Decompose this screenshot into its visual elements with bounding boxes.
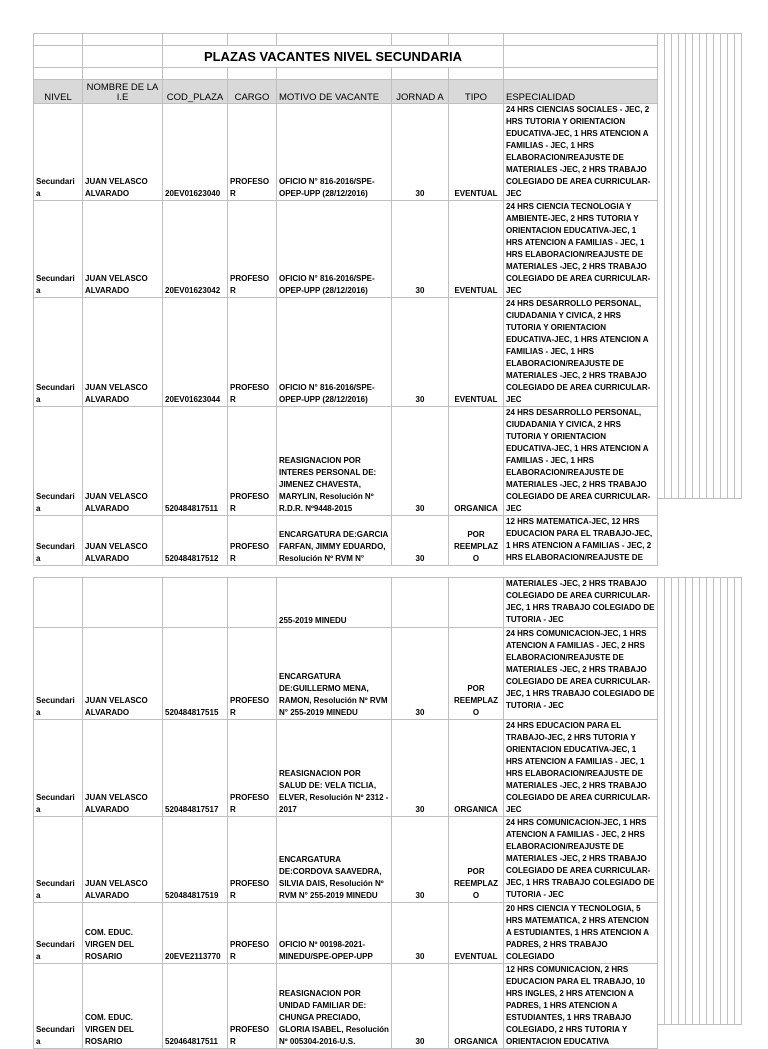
cell-tipo: EVENTUAL [449, 298, 504, 407]
blank-row [34, 34, 658, 46]
cell-especialidad: 24 HRS COMUNICACION-JEC, 1 HRS ATENCION A FAMILIAS - JEC, 2 HRS ELABORACION/REAJUSTE DE MATERIALES -JEC, 2 HRS TRABAJO COLEGIADO DE AREA CURRICULAR-JEC, 1 HRS TRABAJO COLEGIADO DE TUTORIA - JEC [504, 628, 658, 720]
cell-tipo: ORGANICA [449, 720, 504, 817]
cell-cod: 520484817512 [163, 516, 228, 566]
table-row [34, 817, 658, 903]
table-row [34, 720, 658, 817]
cell-motivo: REASIGNACION POR INTERES PERSONAL DE: JIMENEZ CHAVESTA, MARYLIN, Resolución Nº R.D.R. Nº9448-2015 [277, 407, 392, 516]
cell-cod: 20EV01623044 [163, 298, 228, 407]
cell-nivel: Secundari a [34, 298, 83, 407]
cell-nivel: Secundari a [34, 964, 83, 1049]
cell-nombre: COM. EDUC. VIRGEN DEL ROSARIO [83, 903, 163, 964]
table-row [34, 298, 658, 407]
vacancies-table-page-2 [33, 577, 658, 1049]
cell-motivo: OFICIO Nº 00198-2021-MINEDU/SPE-OPEP-UPP [277, 903, 392, 964]
cell-jornada: 30 [392, 407, 449, 516]
cell-jornada: 30 [392, 104, 449, 201]
cell-cod: 520484817519 [163, 817, 228, 903]
cell-cod: 520464817511 [163, 964, 228, 1049]
table-row [34, 578, 658, 628]
page-title: PLAZAS VACANTES NIVEL SECUNDARIA [163, 46, 504, 68]
cell-motivo: REASIGNACION POR UNIDAD FAMILIAR DE: CHUNGA PRECIADO, GLORIA ISABEL, Resolución Nº 005304-2016-U.S. [277, 964, 392, 1049]
cell-tipo [449, 578, 504, 628]
cell-nombre: JUAN VELASCO ALVARADO [83, 201, 163, 298]
header-motivo: MOTIVO DE VACANTE [277, 80, 392, 104]
cell-tipo: POR REEMPLAZO [449, 628, 504, 720]
cell-especialidad: 24 HRS COMUNICACION-JEC, 1 HRS ATENCION A FAMILIAS - JEC, 2 HRS ELABORACION/REAJUSTE DE MATERIALES -JEC, 2 HRS TRABAJO COLEGIADO DE AREA CURRICULAR-JEC, 1 HRS TRABAJO COLEGIADO DE TUTORIA - JEC [504, 817, 658, 903]
cell-nivel: Secundari a [34, 628, 83, 720]
cell-jornada: 30 [392, 903, 449, 964]
empty-grid-columns [657, 577, 742, 1025]
cell-jornada: 30 [392, 628, 449, 720]
cell-cargo [228, 578, 277, 628]
cell-motivo: OFICIO N° 816-2016/SPE-OPEP-UPP (28/12/2016) [277, 298, 392, 407]
empty-grid-columns [657, 33, 742, 499]
cell-motivo: ENCARGATURA DE:GARCIA FARFAN, JIMMY EDUARDO, Resolución Nº RVM N° [277, 516, 392, 566]
header-especialidad: ESPECIALIDAD [504, 80, 658, 104]
table-row [34, 104, 658, 201]
cell-nivel [34, 578, 83, 628]
cell-cod: 20EVE2113770 [163, 903, 228, 964]
cell-especialidad: 20 HRS CIENCIA Y TECNOLOGIA, 5 HRS MATEMATICA, 2 HRS ATENCION A ESTUDIANTES, 1 HRS ATENCION A PADRES, 2 HRS TRABAJO COLEGIADO [504, 903, 658, 964]
header-nombre: NOMBRE DE LA I.E [83, 80, 163, 104]
cell-especialidad: MATERIALES -JEC, 2 HRS TRABAJO COLEGIADO DE AREA CURRICULAR-JEC, 1 HRS TRABAJO COLEGIADO DE TUTORIA - JEC [504, 578, 658, 628]
cell-nivel: Secundari a [34, 720, 83, 817]
cell-nivel: Secundari a [34, 817, 83, 903]
cell-especialidad: 24 HRS DESARROLLO PERSONAL, CIUDADANIA Y CIVICA, 2 HRS TUTORIA Y ORIENTACION EDUCATIVA-JEC, 1 HRS ATENCION A FAMILIAS - JEC, 1 HRS ELABORACION/REAJUSTE DE MATERIALES -JEC, 2 HRS TRABAJO COLEGIADO DE AREA CURRICULAR-JEC [504, 298, 658, 407]
vacancies-table-page-1 [33, 33, 658, 566]
cell-nombre: JUAN VELASCO ALVARADO [83, 720, 163, 817]
cell-especialidad: 24 HRS CIENCIAS SOCIALES - JEC, 2 HRS TUTORIA Y ORIENTACION EDUCATIVA-JEC, 1 HRS ATENCION A FAMILIAS - JEC, 1 HRS ELABORACION/REAJUSTE DE MATERIALES -JEC, 2 HRS TRABAJO COLEGIADO DE AREA CURRICULAR-JEC [504, 104, 658, 201]
cell-nivel: Secundari a [34, 104, 83, 201]
cell-tipo: ORGANICA [449, 964, 504, 1049]
cell-cargo: PROFESOR [228, 104, 277, 201]
cell-especialidad: 24 HRS CIENCIA TECNOLOGIA Y AMBIENTE-JEC, 2 HRS TUTORIA Y ORIENTACION EDUCATIVA-JEC, 1 HRS ATENCION A FAMILIAS - JEC, 1 HRS ELABORACION/REAJUSTE DE MATERIALES -JEC, 2 HRS TRABAJO COLEGIADO DE AREA CURRICULAR-JEC [504, 201, 658, 298]
cell-cargo: PROFESOR [228, 628, 277, 720]
cell-jornada: 30 [392, 720, 449, 817]
cell-especialidad: 12 HRS COMUNICACION, 2 HRS EDUCACION PARA EL TRABAJO, 10 HRS INGLES, 2 HRS ATENCION A PADRES, 1 HRS ATENCION A ESTUDIANTES, 1 HRS TRABAJO COLEGIADO, 2 HRS TUTORIA Y ORIENTACION EDUCATIVA [504, 964, 658, 1049]
cell-nombre: JUAN VELASCO ALVARADO [83, 628, 163, 720]
cell-jornada: 30 [392, 298, 449, 407]
cell-motivo: OFICIO N° 816-2016/SPE-OPEP-UPP (28/12/2016) [277, 104, 392, 201]
cell-cargo: PROFESOR [228, 720, 277, 817]
cell-motivo: REASIGNACION POR SALUD DE: VELA TICLIA, ELVER, Resolución Nº 2312 - 2017 [277, 720, 392, 817]
header-cargo: CARGO [228, 80, 277, 104]
table-row [34, 964, 658, 1049]
cell-tipo: EVENTUAL [449, 201, 504, 298]
cell-especialidad: 24 HRS DESARROLLO PERSONAL, CIUDADANIA Y CIVICA, 2 HRS TUTORIA Y ORIENTACION EDUCATIVA-JEC, 1 HRS ATENCION A FAMILIAS - JEC, 1 HRS ELABORACION/REAJUSTE DE MATERIALES -JEC, 2 HRS TRABAJO COLEGIADO DE AREA CURRICULAR-JEC [504, 407, 658, 516]
cell-nombre: COM. EDUC. VIRGEN DEL ROSARIO [83, 964, 163, 1049]
cell-jornada: 30 [392, 201, 449, 298]
header-nivel: NIVEL [34, 80, 83, 104]
header-tipo: TIPO [449, 80, 504, 104]
table-row [34, 516, 658, 566]
cell-motivo: OFICIO N° 816-2016/SPE-OPEP-UPP (28/12/2016) [277, 201, 392, 298]
cell-especialidad: 24 HRS EDUCACION PARA EL TRABAJO-JEC, 2 HRS TUTORIA Y ORIENTACION EDUCATIVA-JEC, 1 HRS ATENCION A FAMILIAS - JEC, 1 HRS ELABORACION/REAJUSTE DE MATERIALES -JEC, 2 HRS TRABAJO COLEGIADO DE AREA CURRICULAR-JEC [504, 720, 658, 817]
cell-jornada [392, 578, 449, 628]
cell-cargo: PROFESOR [228, 201, 277, 298]
header-jornada: JORNAD A [392, 80, 449, 104]
cell-nombre: JUAN VELASCO ALVARADO [83, 817, 163, 903]
cell-cargo: PROFESOR [228, 407, 277, 516]
cell-nivel: Secundari a [34, 903, 83, 964]
cell-cod: 520484817511 [163, 407, 228, 516]
cell-cod [163, 578, 228, 628]
cell-jornada: 30 [392, 964, 449, 1049]
table-row [34, 903, 658, 964]
table-row [34, 407, 658, 516]
cell-nombre: JUAN VELASCO ALVARADO [83, 516, 163, 566]
cell-nivel: Secundari a [34, 201, 83, 298]
cell-jornada: 30 [392, 516, 449, 566]
cell-nombre: JUAN VELASCO ALVARADO [83, 104, 163, 201]
cell-cod: 20EV01623040 [163, 104, 228, 201]
cell-especialidad: 12 HRS MATEMATICA-JEC, 12 HRS EDUCACION PARA EL TRABAJO-JEC, 1 HRS ATENCION A FAMILIAS - JEC, 2 HRS ELABORACION/REAJUSTE DE [504, 516, 658, 566]
title-row [34, 46, 658, 68]
cell-tipo: ORGANICA [449, 407, 504, 516]
cell-cod: 520484817517 [163, 720, 228, 817]
cell-cargo: PROFESOR [228, 817, 277, 903]
header-row [34, 80, 658, 104]
cell-jornada: 30 [392, 817, 449, 903]
cell-cargo: PROFESOR [228, 903, 277, 964]
cell-tipo: POR REEMPLAZO [449, 817, 504, 903]
cell-nombre: JUAN VELASCO ALVARADO [83, 407, 163, 516]
cell-cargo: PROFESOR [228, 298, 277, 407]
cell-nombre [83, 578, 163, 628]
cell-nivel: Secundari a [34, 516, 83, 566]
cell-cargo: PROFESOR [228, 964, 277, 1049]
cell-tipo: EVENTUAL [449, 104, 504, 201]
cell-cod: 20EV01623042 [163, 201, 228, 298]
header-cod-plaza: COD_PLAZA [163, 80, 228, 104]
cell-cod: 520484817515 [163, 628, 228, 720]
cell-tipo: POR REEMPLAZO [449, 516, 504, 566]
table-row [34, 628, 658, 720]
cell-motivo: ENCARGATURA DE:CORDOVA SAAVEDRA, SILVIA DAIS, Resolución Nº RVM N° 255-2019 MINEDU [277, 817, 392, 903]
cell-nivel: Secundari a [34, 407, 83, 516]
blank-row [34, 68, 658, 80]
cell-tipo: EVENTUAL [449, 903, 504, 964]
cell-cargo: PROFESOR [228, 516, 277, 566]
table-row [34, 201, 658, 298]
cell-motivo: 255-2019 MINEDU [277, 578, 392, 628]
cell-motivo: ENCARGATURA DE:GUILLERMO MENA, RAMON, Resolución Nº RVM N° 255-2019 MINEDU [277, 628, 392, 720]
cell-nombre: JUAN VELASCO ALVARADO [83, 298, 163, 407]
